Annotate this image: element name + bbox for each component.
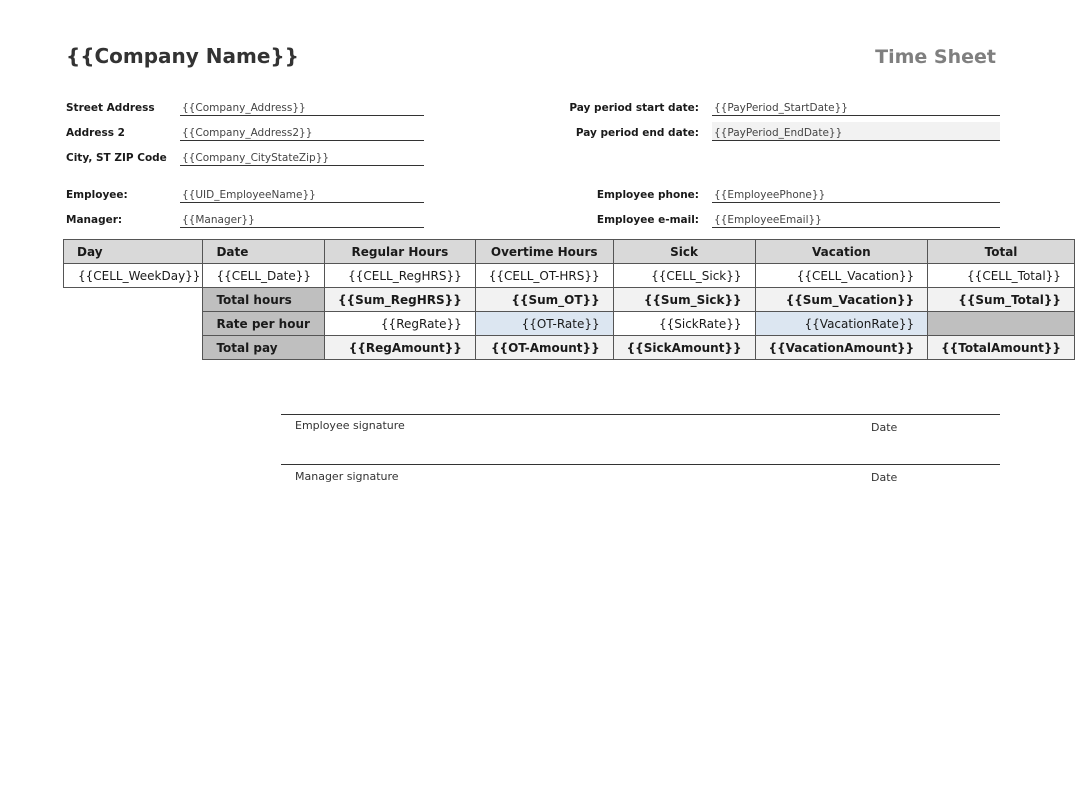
regular-amount: {{RegAmount}} xyxy=(325,336,476,360)
pay-period-start-label: Pay period start date: xyxy=(569,102,699,114)
manager-signature-label: Manager signature xyxy=(295,470,399,483)
document-title: Time Sheet xyxy=(875,46,996,68)
total-hours-label: Total hours xyxy=(203,288,325,312)
sum-sick: {{Sum_Sick}} xyxy=(613,288,755,312)
address2-label: Address 2 xyxy=(66,127,125,139)
regular-rate-field[interactable]: {{RegRate}} xyxy=(325,312,476,336)
vacation-amount: {{VacationAmount}} xyxy=(755,336,928,360)
employee-phone-label: Employee phone: xyxy=(596,189,699,201)
total-pay-row xyxy=(64,336,1075,360)
table-row xyxy=(64,264,1075,288)
column-header-overtime-hours: Overtime Hours xyxy=(475,240,613,264)
street-address-field[interactable]: {{Company_Address}} xyxy=(180,101,424,116)
overtime-amount: {{OT-Amount}} xyxy=(475,336,613,360)
total-pay-label: Total pay xyxy=(203,336,325,360)
rate-total-empty xyxy=(928,312,1075,336)
pay-period-end-field[interactable]: {{PayPeriod_EndDate}} xyxy=(712,122,1000,141)
street-address-label: Street Address xyxy=(66,102,155,114)
sick-amount: {{SickAmount}} xyxy=(613,336,755,360)
sum-vacation: {{Sum_Vacation}} xyxy=(755,288,928,312)
cell-total[interactable]: {{CELL_Total}} xyxy=(928,264,1075,288)
column-header-date: Date xyxy=(203,240,325,264)
manager-label: Manager: xyxy=(66,214,123,226)
rate-per-hour-label: Rate per hour xyxy=(203,312,325,336)
total-hours-row xyxy=(64,288,1075,312)
sick-rate-field[interactable]: {{SickRate}} xyxy=(613,312,755,336)
sum-total: {{Sum_Total}} xyxy=(928,288,1075,312)
employee-email-field[interactable]: {{EmployeeEmail}} xyxy=(712,213,1000,228)
employee-email-label: Employee e-mail: xyxy=(596,214,699,226)
manager-signature-line[interactable] xyxy=(281,464,1000,465)
timesheet-table xyxy=(63,239,1075,360)
sum-regular-hours: {{Sum_RegHRS}} xyxy=(325,288,476,312)
overtime-rate-field[interactable]: {{OT-Rate}} xyxy=(475,312,613,336)
pay-period-start-field[interactable]: {{PayPeriod_StartDate}} xyxy=(712,101,1000,116)
employee-label: Employee: xyxy=(66,189,128,201)
employee-signature-date-label: Date xyxy=(871,421,898,434)
cell-date[interactable]: {{CELL_Date}} xyxy=(203,264,325,288)
city-state-zip-label: City, ST ZIP Code xyxy=(66,152,167,164)
cell-overtime-hours[interactable]: {{CELL_OT-HRS}} xyxy=(475,264,613,288)
city-state-zip-field[interactable]: {{Company_CityStateZip}} xyxy=(180,151,424,166)
employee-signature-label: Employee signature xyxy=(295,419,405,432)
address2-field[interactable]: {{Company_Address2}} xyxy=(180,126,424,141)
company-name: {{Company Name}} xyxy=(66,44,299,68)
vacation-rate-field[interactable]: {{VacationRate}} xyxy=(755,312,928,336)
column-header-total: Total xyxy=(928,240,1075,264)
column-header-regular-hours: Regular Hours xyxy=(325,240,476,264)
employee-name-field[interactable]: {{UID_EmployeeName}} xyxy=(180,188,424,203)
table-header-row xyxy=(64,240,1075,264)
employee-phone-field[interactable]: {{EmployeePhone}} xyxy=(712,188,1000,203)
cell-weekday[interactable]: {{CELL_WeekDay}} xyxy=(64,264,203,288)
manager-field[interactable]: {{Manager}} xyxy=(180,213,424,228)
total-amount: {{TotalAmount}} xyxy=(928,336,1075,360)
cell-sick[interactable]: {{CELL_Sick}} xyxy=(613,264,755,288)
pay-period-end-label: Pay period end date: xyxy=(575,127,699,139)
manager-signature-date-label: Date xyxy=(871,471,898,484)
column-header-vacation: Vacation xyxy=(755,240,928,264)
employee-signature-line[interactable] xyxy=(281,414,1000,415)
column-header-day: Day xyxy=(64,240,203,264)
cell-regular-hours[interactable]: {{CELL_RegHRS}} xyxy=(325,264,476,288)
cell-vacation[interactable]: {{CELL_Vacation}} xyxy=(755,264,928,288)
column-header-sick: Sick xyxy=(613,240,755,264)
rate-per-hour-row xyxy=(64,312,1075,336)
sum-overtime-hours: {{Sum_OT}} xyxy=(475,288,613,312)
